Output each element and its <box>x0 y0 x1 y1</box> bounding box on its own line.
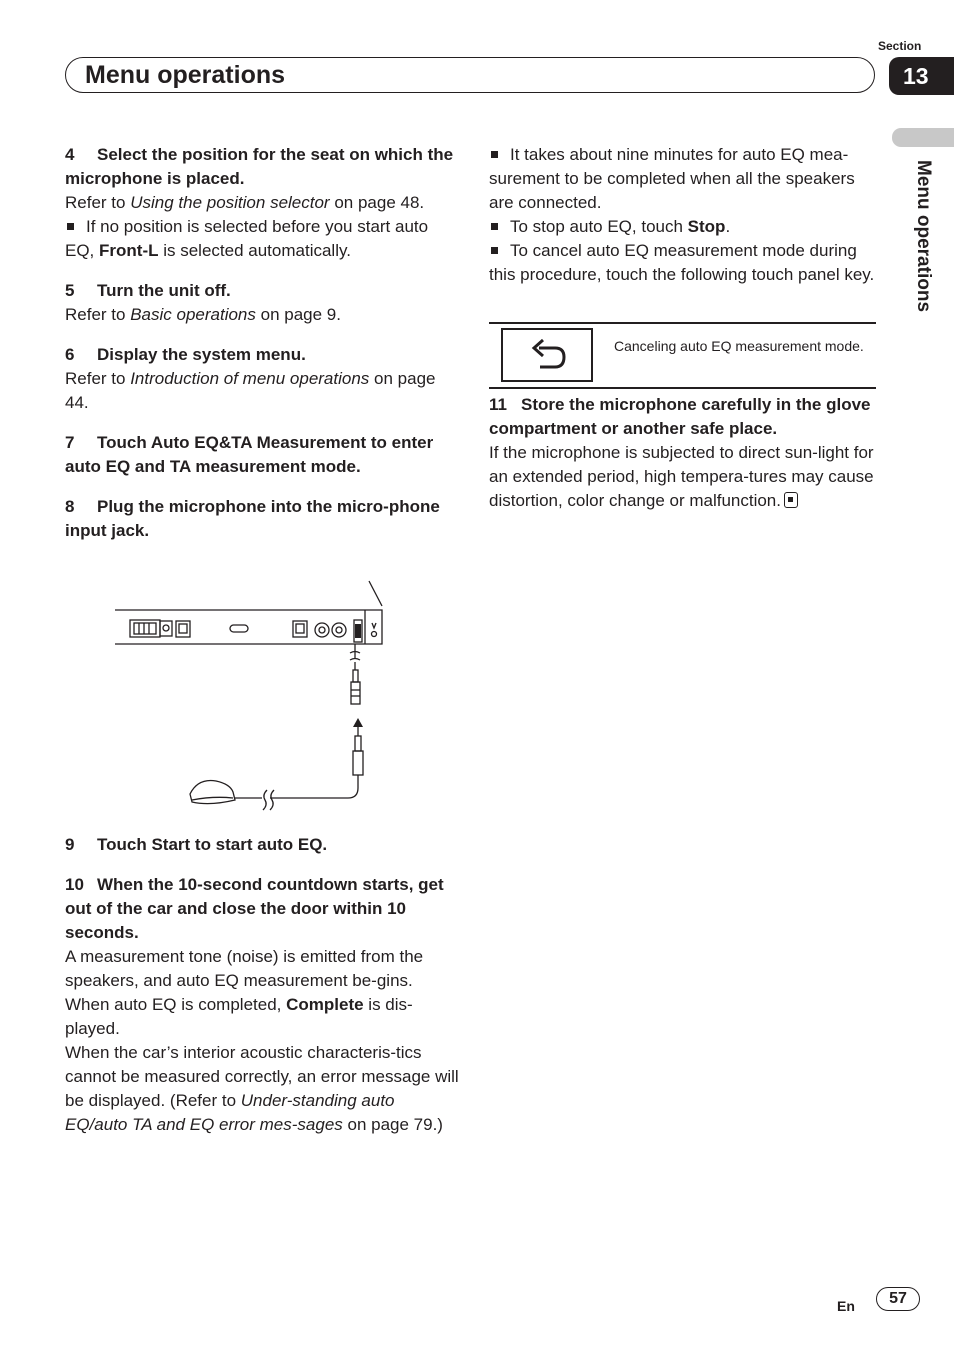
return-arrow-icon <box>503 330 591 380</box>
step-4-reference: Refer to Using the position selector on page 48. <box>65 193 425 212</box>
note-cancel: To cancel auto EQ measurement mode during this procedure, touch the following touch panel key. <box>489 241 875 284</box>
end-mark-icon <box>784 492 798 508</box>
step-6-reference: Refer to Introduction of menu operations on page 44. <box>65 369 436 412</box>
section-number-badge: 13 <box>889 57 954 95</box>
step-8: 8 Plug the microphone into the micro-phone input jack. <box>65 497 440 540</box>
bullet-icon <box>491 247 498 254</box>
section-label: Section <box>878 39 922 53</box>
side-tab-bar <box>892 128 954 147</box>
step-11-body: If the microphone is subjected to direct sun-light for an extended period, high tempera-tures may cause distortion, color change or malfunction. <box>489 443 874 510</box>
step-6: 6 Display the system menu. <box>65 345 306 364</box>
step-5: 5 Turn the unit off. <box>65 281 231 300</box>
step-11: 11 Store the microphone carefully in the glove compartment or another safe place. <box>489 395 871 438</box>
note-duration: It takes about nine minutes for auto EQ mea-surement to be completed when all the speakers are connected. <box>489 145 855 212</box>
step-4: 4 Select the position for the seat on which the microphone is placed. <box>65 145 454 188</box>
microphone-connection-illustration <box>110 578 390 813</box>
step-7: 7 Touch Auto EQ&TA Measurement to enter auto EQ and TA measurement mode. <box>65 433 434 476</box>
step-4-note: If no position is selected before you start auto EQ, Front-L is selected automatically. <box>65 217 429 260</box>
step-10: 10 When the 10-second countdown starts, get out of the car and close the door within 10 seconds. <box>65 875 444 942</box>
link-error-messages: Under-standing auto EQ/auto TA and EQ error mes-sages <box>65 1091 395 1134</box>
bullet-icon <box>491 223 498 230</box>
link-position-selector: Using the position selector <box>130 193 330 212</box>
page-number: 57 <box>876 1287 920 1311</box>
side-tab-label: Menu operations <box>913 160 934 313</box>
step-9: 9 Touch Start to start auto EQ. <box>65 835 328 854</box>
bullet-icon <box>67 223 74 230</box>
cancel-key[interactable] <box>501 328 593 382</box>
link-basic-operations: Basic operations <box>130 305 256 324</box>
language-label: En <box>837 1298 855 1314</box>
step-10-paragraph-3: When the car’s interior acoustic characteris-tics cannot be measured correctly, an error message will be displayed. (Refer to Under-standing auto EQ/auto TA and EQ error mes-sages on page 79.) <box>65 1043 459 1134</box>
cancel-key-caption: Canceling auto EQ measurement mode. <box>614 338 864 354</box>
note-stop: To stop auto EQ, touch Stop. <box>489 215 879 239</box>
bullet-icon <box>491 151 498 158</box>
link-menu-introduction: Introduction of menu operations <box>130 369 370 388</box>
page-title: Menu operations <box>85 61 286 89</box>
step-10-paragraph-2: When auto EQ is completed, Complete is dis-played. <box>65 995 413 1038</box>
step-10-paragraph-1: A measurement tone (noise) is emitted from the speakers, and auto EQ measurement be-gins. <box>65 947 424 990</box>
step-5-reference: Refer to Basic operations on page 9. <box>65 305 341 324</box>
